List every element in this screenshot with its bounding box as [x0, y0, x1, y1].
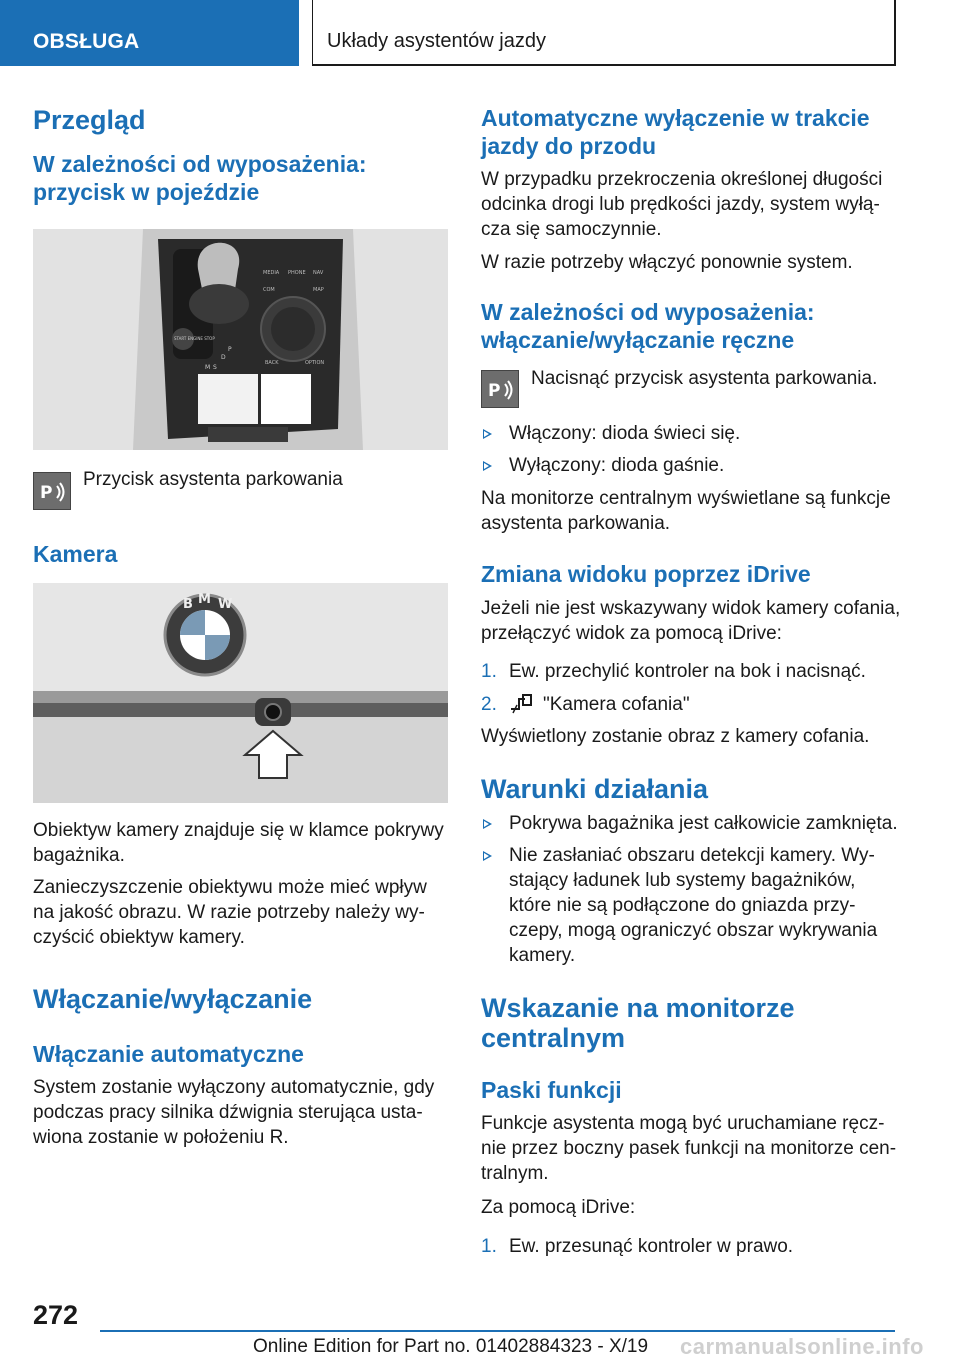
manual-bullet-1-text: Włączony: dioda świeci się. [509, 423, 741, 444]
console-label-media: MEDIA [263, 270, 280, 276]
heading-idrive: Zmiana widoku poprzez iDrive [481, 561, 811, 587]
rear-camera-icon [509, 693, 535, 715]
manual-action: Nacisnąć przycisk asystenta parkowania. [531, 368, 878, 389]
bullet-triangle-icon [483, 851, 492, 861]
heading-conditions: Warunki działania [481, 774, 709, 804]
footer-divider [100, 1330, 895, 1332]
camera-illustration [33, 583, 448, 803]
bars-paragraph-2: Za pomocą iDrive: [481, 1197, 636, 1218]
idrive-result: Wyświetlony zostanie obraz z kamery cofania. [481, 726, 870, 747]
step-number: 2. [481, 694, 497, 715]
console-label-nav: NAV [313, 270, 324, 276]
logo-letter-b: B [183, 597, 193, 612]
heading-onoff: Włączanie/wyłączanie [33, 984, 313, 1014]
svg-text:P: P [40, 483, 53, 503]
idrive-paragraph: Jeżeli nie jest wskazywany widok kamery cofania, przełączyć widok za pomocą iDrive: [481, 598, 901, 644]
manual-paragraph: Na monitorze centralnym wyświetlane są funkcje asystenta parkowania. [481, 488, 891, 534]
heading-manual: W zależności od wyposażenia: włączanie/wyłączanie ręczne [481, 299, 815, 353]
idrive-step-2 [481, 692, 896, 717]
camera-paragraph-1: Obiektyw kamery znajduje się w klamce pokrywy bagażnika. [33, 820, 444, 866]
bars-paragraph: Funkcje asystenta mogą być uruchamiane ręcz-nie przez boczny pasek funkcji na monitorze cen-tralnym. [481, 1113, 897, 1184]
caption-button: Przycisk asystenta parkowania [83, 469, 343, 490]
heading-auto-off: Automatyczne wyłączenie w trakcie jazdy do przodu [481, 105, 870, 159]
step-number: 1. [481, 1236, 497, 1257]
bullet-triangle-icon [483, 461, 492, 471]
chapter-header [312, 0, 896, 66]
park-assist-icon [33, 472, 71, 510]
edition-note: Online Edition for Part no. 01402884323 - X/19 [253, 1336, 649, 1357]
console-label-map: MAP [313, 287, 324, 293]
console-illustration [33, 229, 448, 450]
idrive-step-1-text: Ew. przechylić kontroler na bok i nacisnąć. [509, 661, 866, 682]
auto-off-paragraph-2: W razie potrzeby włączyć ponownie system. [481, 252, 853, 273]
auto-paragraph: System zostanie wyłączony automatycznie, gdy podczas pracy silnika dźwignia sterująca usta-wiona zostanie w położeniu R. [33, 1077, 435, 1148]
heading-overview: Przegląd [33, 105, 146, 135]
console-label-s: S [213, 364, 217, 371]
manual-bullet-1 [481, 421, 896, 446]
logo-letter-w: W [218, 597, 233, 612]
svg-text:P: P [488, 381, 501, 401]
condition-1-text: Pokrywa bagażnika jest całkowicie zamknięta. [509, 813, 898, 834]
heading-display: Wskazanie na monitorze centralnym [481, 993, 795, 1053]
console-label-p: P [228, 346, 232, 353]
console-label-option: OPTION [305, 360, 325, 366]
console-label-m: M [205, 364, 211, 371]
section-tab [0, 0, 299, 66]
logo-letter-m: M [198, 592, 211, 607]
step-number: 1. [481, 661, 497, 682]
chapter-title: Układy asystentów jazdy [327, 30, 546, 52]
console-label-phone: PHONE [288, 270, 306, 276]
idrive-step-1 [481, 659, 896, 684]
auto-off-paragraph-1: W przypadku przekroczenia określonej długości odcinka drogi lub prędkości jazdy, system wyłą-cza się samoczynnie. [481, 169, 883, 240]
bars-step-1-text: Ew. przesunąć kontroler w prawo. [509, 1236, 794, 1257]
heading-bars: Paski funkcji [481, 1077, 622, 1103]
console-label-start: START ENGINE STOP [174, 336, 215, 341]
camera-paragraph-2: Zanieczyszczenie obiektywu może mieć wpływ na jakość obrazu. W razie potrzeby należy wy-czyścić obiektyw kamery. [33, 877, 427, 948]
console-label-d: D [221, 354, 226, 361]
bullet-triangle-icon [483, 819, 492, 829]
idrive-step-2-text: "Kamera cofania" [543, 694, 690, 715]
condition-2 [481, 843, 881, 968]
bullet-triangle-icon [483, 429, 492, 439]
page-number: 272 [33, 1300, 79, 1330]
park-assist-button-icon [481, 370, 519, 408]
heading-camera: Kamera [33, 541, 118, 567]
console-figure [33, 229, 448, 450]
manual-bullet-2 [481, 453, 896, 478]
manual-bullet-2-text: Wyłączony: dioda gaśnie. [509, 455, 725, 476]
section-label: OBSŁUGA [33, 30, 140, 53]
camera-figure [33, 583, 448, 803]
condition-1 [481, 811, 901, 836]
console-label-com: COM [263, 287, 275, 293]
console-label-back: BACK [265, 360, 279, 366]
heading-button: W zależności od wyposażenia: przycisk w pojeździe [33, 151, 367, 205]
condition-2-text: Nie zasłaniać obszaru detekcji kamery. Wy-stający ładunek lub systemy bagażników, które nie są podłączone do gniazda przy-czepy, mogą ograniczyć obszar wykrywania kamery. [509, 845, 878, 966]
watermark: carmanualsonline.info [680, 1334, 924, 1359]
left-column [33, 100, 448, 206]
heading-auto: Włączanie automatyczne [33, 1041, 304, 1067]
bars-step-1 [481, 1234, 896, 1259]
